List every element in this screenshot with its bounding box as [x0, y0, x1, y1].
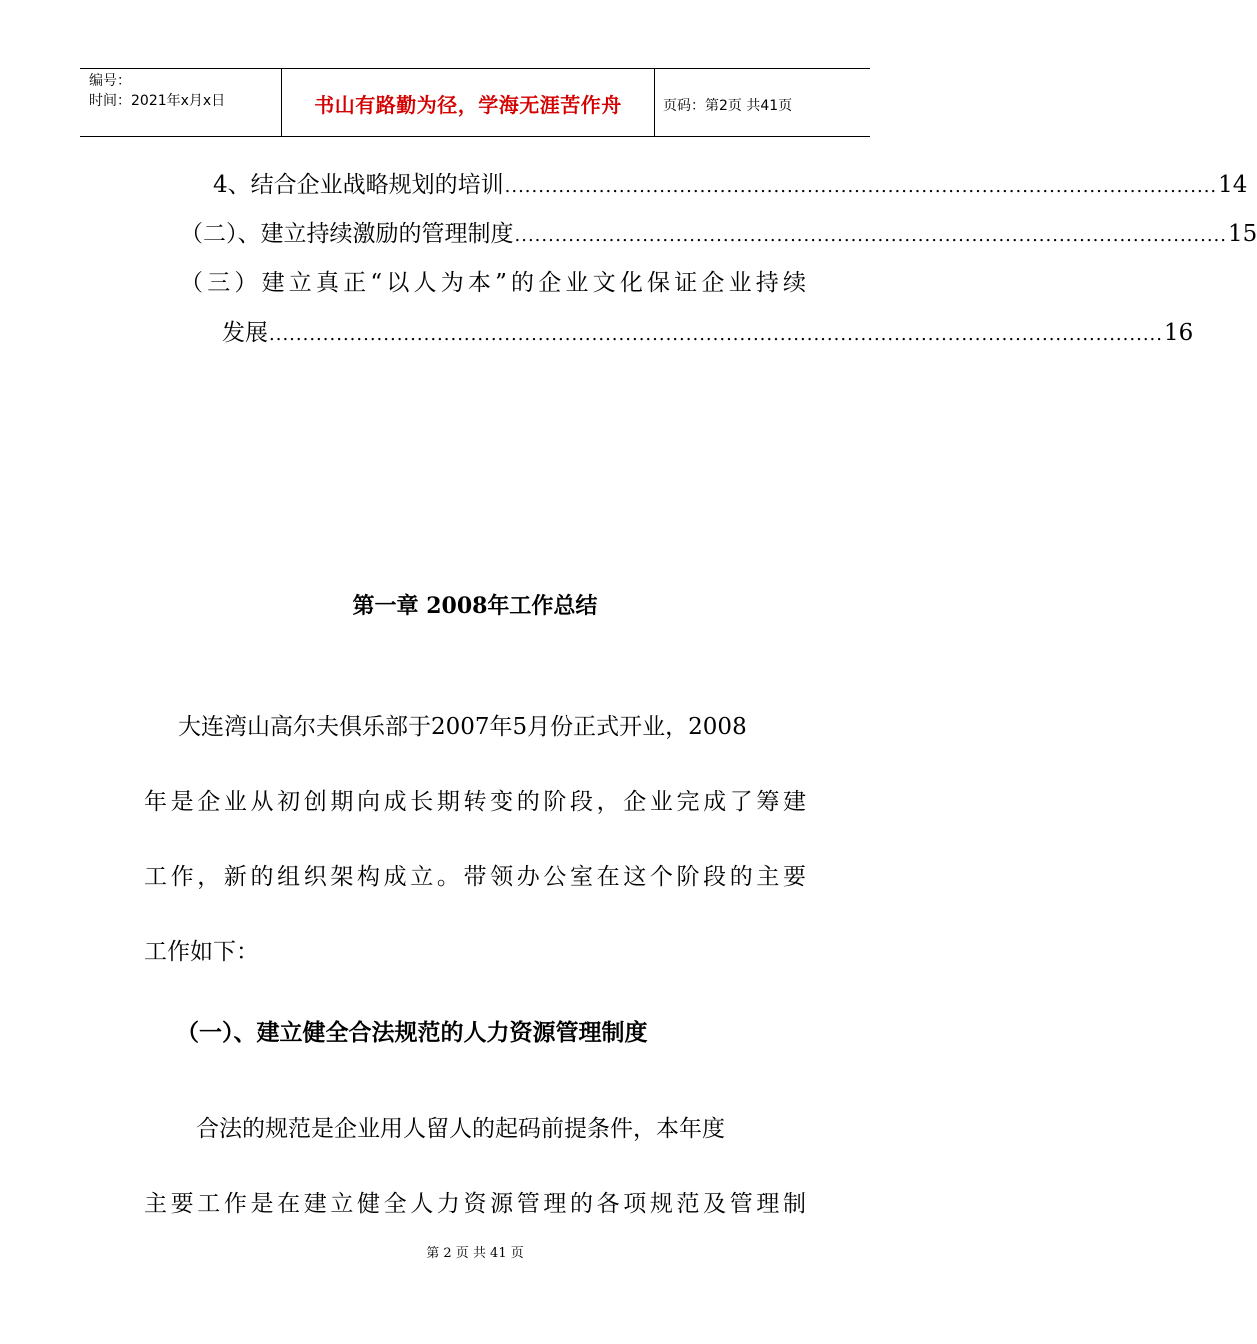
paragraph-line: 工作，新的组织架构成立。带领办公室在这个阶段的主要	[144, 864, 806, 890]
toc-entry-text: 发展	[222, 320, 268, 346]
section-title: （一）、建立健全合法规范的人力资源管理制度	[176, 1020, 648, 1046]
toc-entry-text: （二）、建立持续激励的管理制度	[180, 221, 514, 247]
time-label: 时间：2021年x月x日	[89, 93, 226, 109]
number-label: 编号：	[89, 73, 131, 89]
header-motto-cell	[281, 69, 655, 136]
toc-entry[interactable]	[180, 219, 1257, 251]
toc-entry-text: （三）建立真正“以人为本”的企业文化保证企业持续	[180, 270, 806, 296]
toc-leader-dots: ..........................................................................................................	[514, 225, 1227, 246]
toc-entry-page: 14	[1218, 172, 1248, 198]
paragraph-line: 主要工作是在建立健全人力资源管理的各项规范及管理制	[144, 1191, 806, 1217]
toc-entry[interactable]	[213, 170, 1248, 202]
toc-leader-dots: ..........................................................................................................	[504, 176, 1218, 197]
toc-entry-continuation[interactable]	[222, 318, 1194, 350]
toc-leader-dots: .....................................................................................................................................	[269, 324, 1163, 345]
page-header	[80, 68, 870, 137]
paragraph-line: 年是企业从初创期向成长期转变的阶段，企业完成了筹建	[144, 789, 806, 815]
paragraph-line: 合法的规范是企业用人留人的起码前提条件，本年度	[196, 1116, 725, 1142]
toc-entry[interactable]	[180, 268, 806, 298]
toc-entry-page: 15	[1228, 221, 1257, 247]
header-right-cell	[654, 69, 870, 136]
paragraph-line: 工作如下：	[144, 939, 259, 965]
toc-entry-page: 16	[1163, 320, 1194, 346]
motto-text: 书山有路勤为径，学海无涯苦作舟	[314, 93, 622, 117]
chapter-title: 第一章 2008年工作总结	[352, 593, 598, 619]
header-left-cell	[80, 69, 281, 136]
page-footer: 第 2 页 共 41 页	[426, 1246, 524, 1261]
page-code: 页码：第2页 共41页	[663, 98, 793, 114]
toc-entry-text: 4、结合企业战略规划的培训	[213, 172, 504, 198]
paragraph-line: 大连湾山高尔夫俱乐部于2007年5月份正式开业，2008	[178, 714, 747, 740]
